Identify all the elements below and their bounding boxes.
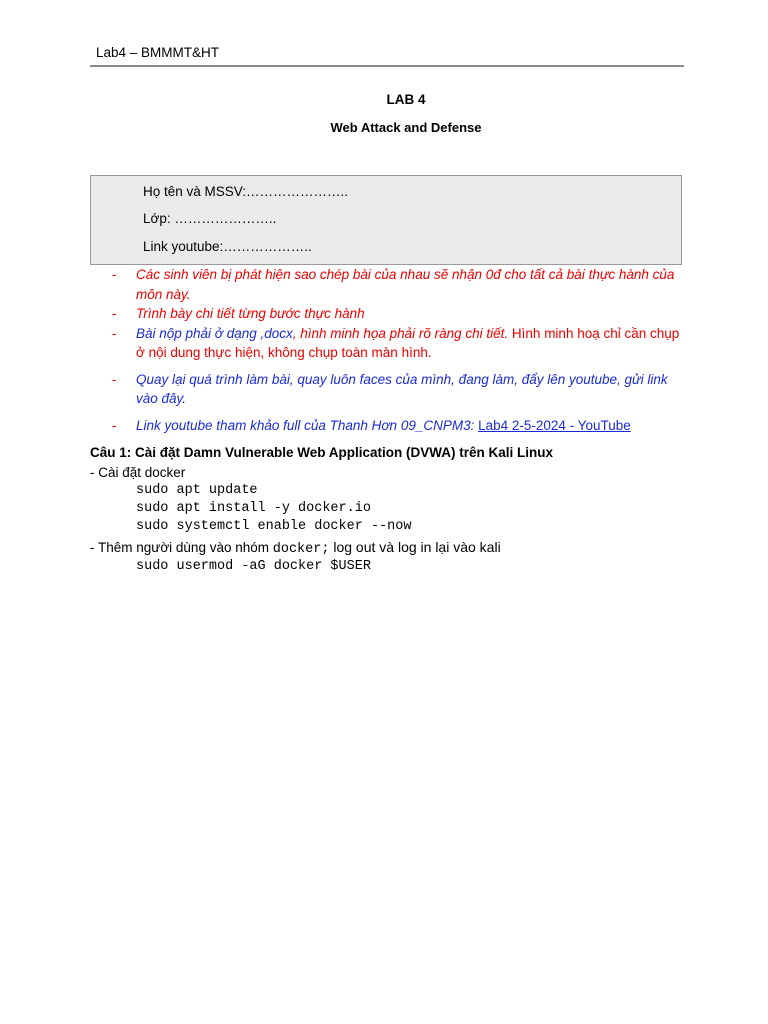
note-plagiarism (90, 265, 684, 304)
note-text: Quay lại quá trình làm bài, quay luôn faces của mình, đang làm, đẩy lên youtube, gửi link vào đây. (136, 371, 668, 406)
step-text-suffix: log out và log in lại vào kali (329, 539, 501, 555)
lab-title: LAB 4 (386, 92, 426, 107)
command-usermod: sudo usermod -aG docker $USER (136, 559, 371, 574)
command-enable-docker: sudo systemctl enable docker --now (136, 519, 412, 534)
student-info-box (90, 175, 682, 265)
bullet-dash: - (112, 267, 117, 282)
note-format (90, 324, 684, 363)
step-add-user-group (90, 539, 501, 557)
header-divider (90, 65, 684, 67)
question-1-title: Câu 1: Cài đặt Damn Vulnerable Web Application (DVWA) trên Kali Linux (90, 445, 554, 460)
instructions-list (90, 265, 684, 435)
step-install-docker: - Cài đặt docker (90, 465, 186, 480)
page-header: Lab4 – BMMMT&HT (96, 45, 220, 60)
name-mssv-field: Họ tên và MSSV:………………….. (143, 184, 349, 199)
step-text: - Thêm người dùng vào nhóm (90, 540, 273, 555)
note-format-screenshot: Hình minh hoạ chỉ cần chụp ở nội dung thực hiện, không chụp toàn màn hình. (136, 325, 680, 360)
youtube-link-field: Link youtube:……………….. (143, 239, 312, 254)
lab-subtitle: Web Attack and Defense (330, 120, 482, 135)
bullet-dash: - (112, 325, 117, 341)
note-text: Các sinh viên bị phát hiện sao chép bài của nhau sẽ nhận 0đ cho tất cả bài thực hành của môn này. (136, 267, 675, 302)
command-install-docker: sudo apt install -y docker.io (136, 501, 371, 516)
command-apt-update: sudo apt update (136, 483, 258, 498)
bullet-dash: - (112, 371, 117, 387)
inline-code-docker: docker; (272, 542, 330, 557)
note-text: Link youtube tham khảo full của Thanh Hơn 09_CNPM3: (136, 417, 479, 433)
note-reference (90, 416, 684, 436)
note-format-images: , hình minh họa phải rõ ràng chi tiết. (292, 325, 509, 341)
bullet-dash: - (112, 417, 117, 433)
note-record (90, 370, 684, 409)
note-format-type: Bài nộp phải ở dạng ,docx (136, 325, 293, 341)
bullet-dash: - (112, 306, 117, 321)
class-field: Lớp: ………………….. (143, 211, 277, 226)
note-detail (90, 304, 684, 324)
note-text: Trình bày chi tiết từng bước thực hành (136, 306, 365, 321)
youtube-reference-link[interactable]: Lab4 2-5-2024 - YouTube (478, 417, 631, 433)
